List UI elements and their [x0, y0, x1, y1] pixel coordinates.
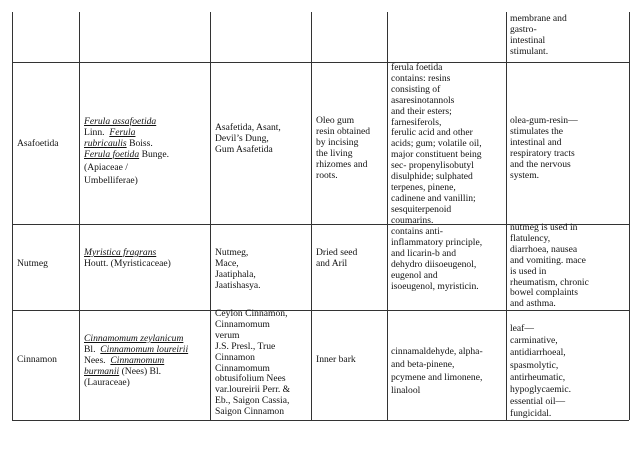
- text-line: resin obtained: [316, 125, 371, 137]
- cinnamon-name: [17, 355, 57, 366]
- row0-uses: [510, 14, 567, 58]
- author: (Nees) Bl.: [121, 365, 162, 377]
- column-divider: [210, 12, 211, 420]
- species-name: Ferula: [109, 126, 136, 138]
- text-line: Eb., Saigon Cassia,: [215, 395, 290, 407]
- text-line: (Apiaceae /: [84, 161, 128, 173]
- text-line: Oleo gum: [316, 115, 355, 126]
- author: Bl.: [84, 343, 96, 355]
- text-line: Houtt. (Myristicaceae): [84, 257, 171, 269]
- text-line: intestinal: [510, 34, 546, 46]
- text-line: Asafetida, Asant,: [215, 122, 281, 133]
- text-line: flatulency,: [510, 232, 551, 244]
- text-line: rhizomes and: [316, 158, 368, 170]
- text-line: coumarins.: [391, 214, 434, 226]
- common-name: Asafoetida: [17, 138, 59, 149]
- text-line: nutmeg is used in: [510, 222, 578, 233]
- text-line: gastro-: [510, 23, 537, 35]
- text-line: Gum Asafetida: [215, 143, 273, 155]
- text-line: ferula foetida: [391, 62, 443, 73]
- nutmeg-part-used: [316, 248, 357, 270]
- text-line: carminative,: [510, 335, 558, 347]
- nutmeg-name: [17, 259, 48, 270]
- text-line: major constituent being: [391, 149, 482, 161]
- text-line: and Aril: [316, 257, 348, 269]
- text-line: roots.: [316, 169, 338, 181]
- text-line: isoeugenol, myristicin.: [391, 280, 479, 292]
- text-line: Umbelliferae): [84, 174, 138, 186]
- column-divider: [79, 12, 80, 420]
- author: Bunge.: [141, 148, 170, 160]
- text-line: contains anti-: [391, 226, 443, 237]
- text-line: diarrhoea, nausea: [510, 243, 578, 255]
- asafoetida-botanical: [84, 117, 169, 187]
- common-name: Cinnamon: [17, 354, 57, 365]
- text-line: eugenol and: [391, 269, 438, 281]
- text-line: dehydro diisoeugenol,: [391, 258, 477, 270]
- nutmeg-botanical: [84, 248, 171, 270]
- asafoetida-part-used: [316, 116, 370, 181]
- text-line: membrane and: [510, 13, 567, 24]
- text-line: Saigon Cinnamon: [215, 406, 285, 418]
- column-divider: [629, 12, 630, 420]
- nutmeg-constituents: [391, 227, 482, 292]
- species-name: Cinnamomum: [110, 354, 165, 366]
- text-line: stimulant.: [510, 45, 549, 57]
- text-line: [84, 367, 188, 378]
- text-line: is used in: [510, 265, 547, 277]
- text-line: [84, 150, 169, 161]
- nutmeg-synonyms: [215, 248, 261, 292]
- text-line: Jaatishasya.: [215, 279, 261, 291]
- text-line: (Lauraceae): [84, 376, 130, 388]
- text-line: Nutmeg,: [215, 247, 249, 258]
- text-line: Dried seed: [316, 247, 358, 258]
- text-line: ferulic acid and other: [391, 127, 473, 139]
- text-line: leaf—: [510, 323, 534, 334]
- species-name: Ferula foetida: [84, 148, 140, 160]
- text-line: Cinnamomum: [215, 318, 270, 330]
- cinnamon-constituents: [391, 345, 483, 397]
- text-line: Devil’s Dung,: [215, 132, 269, 144]
- text-line: cinnamaldehyde, alpha-: [391, 346, 483, 357]
- column-divider: [311, 12, 312, 420]
- row-divider: [12, 62, 629, 63]
- text-line: antirheumatic,: [510, 371, 566, 383]
- text-line: the living: [316, 147, 353, 159]
- text-line: respiratory tracts: [510, 147, 575, 159]
- text-line: verum: [215, 329, 240, 341]
- text-line: Ceylon Cinnamon,: [215, 308, 288, 319]
- species-name: Cinnamomum zeylanicum: [84, 333, 184, 344]
- text-line: and beta-pinene,: [391, 359, 455, 370]
- cinnamon-part-used: [316, 355, 356, 366]
- cinnamon-synonyms: [215, 309, 290, 418]
- text-line: rheumatism, chronic: [510, 276, 589, 288]
- text-line: essential oil—: [510, 396, 566, 408]
- asafoetida-synonyms: [215, 123, 281, 156]
- text-line: intestinal and: [510, 136, 562, 148]
- species-name: rubricaulis: [84, 137, 127, 149]
- text-line: and their esters;: [391, 105, 452, 117]
- text-line: stimulates the: [510, 125, 564, 137]
- common-name: Nutmeg: [17, 258, 48, 269]
- text-line: Jaatiphala,: [215, 268, 256, 280]
- text-line: sec- propenylisobutyl: [391, 160, 474, 172]
- text-line: disulphide; sulphated: [391, 171, 473, 183]
- text-line: cadinene and vanillin;: [391, 192, 476, 204]
- text-line: and asthma.: [510, 298, 556, 310]
- species-name: Cinnamomum loureirii: [100, 343, 189, 355]
- text-line: and the nervous: [510, 158, 571, 170]
- text-line: spasmolytic,: [510, 359, 559, 371]
- text-line: obtusifolium Nees: [215, 373, 286, 385]
- species-name: Myristica fragrans: [84, 247, 157, 258]
- text-line: antidiarrhoeal,: [510, 347, 566, 359]
- text-line: system.: [510, 169, 540, 181]
- text-line: olea-gum-resin—: [510, 115, 578, 126]
- text-line: Mace,: [215, 257, 239, 269]
- text-line: and vomiting. mace: [510, 254, 586, 266]
- cinnamon-uses: [510, 323, 571, 421]
- text-line: and licarin-b and: [391, 247, 456, 259]
- text-line: Cinnamomum: [215, 362, 270, 374]
- text-line: var.loureirii Perr. &: [215, 384, 291, 396]
- author: Linn.: [84, 126, 105, 138]
- text-line: hypoglycaemic.: [510, 384, 572, 396]
- text-line: by incising: [316, 136, 359, 148]
- species-name: Ferula assafoetida: [84, 116, 157, 127]
- text-line: linalool: [391, 385, 421, 396]
- text-line: contains: resins: [391, 72, 451, 84]
- text-line: asaresinotannols: [391, 94, 455, 106]
- text-line: Inner bark: [316, 354, 356, 365]
- nutmeg-uses: [510, 223, 589, 310]
- text-line: pcymene and limonene,: [391, 372, 483, 383]
- asafoetida-uses: [510, 116, 578, 181]
- text-line: farnesiferols,: [391, 116, 442, 128]
- text-line: consisting of: [391, 83, 441, 95]
- column-divider: [12, 12, 13, 420]
- text-line: J.S. Presl., True: [215, 340, 276, 352]
- column-divider: [506, 12, 507, 420]
- text-line: fungicidal.: [510, 408, 552, 420]
- author: Nees.: [84, 354, 106, 366]
- text-line: terpenes, pinene,: [391, 181, 456, 193]
- text-line: acids; gum; volatile oil,: [391, 138, 482, 150]
- cinnamon-botanical: [84, 334, 188, 389]
- text-line: inflammatory principle,: [391, 236, 483, 248]
- text-line: bowel complaints: [510, 287, 578, 299]
- species-name: burmanii: [84, 365, 120, 377]
- column-divider: [387, 12, 388, 420]
- author: Boiss.: [129, 137, 153, 149]
- text-line: sesquiterpenoid: [391, 203, 452, 215]
- text-line: Cinnamon: [215, 351, 255, 363]
- asafoetida-name: [17, 139, 59, 150]
- asafoetida-constituents: [391, 63, 482, 227]
